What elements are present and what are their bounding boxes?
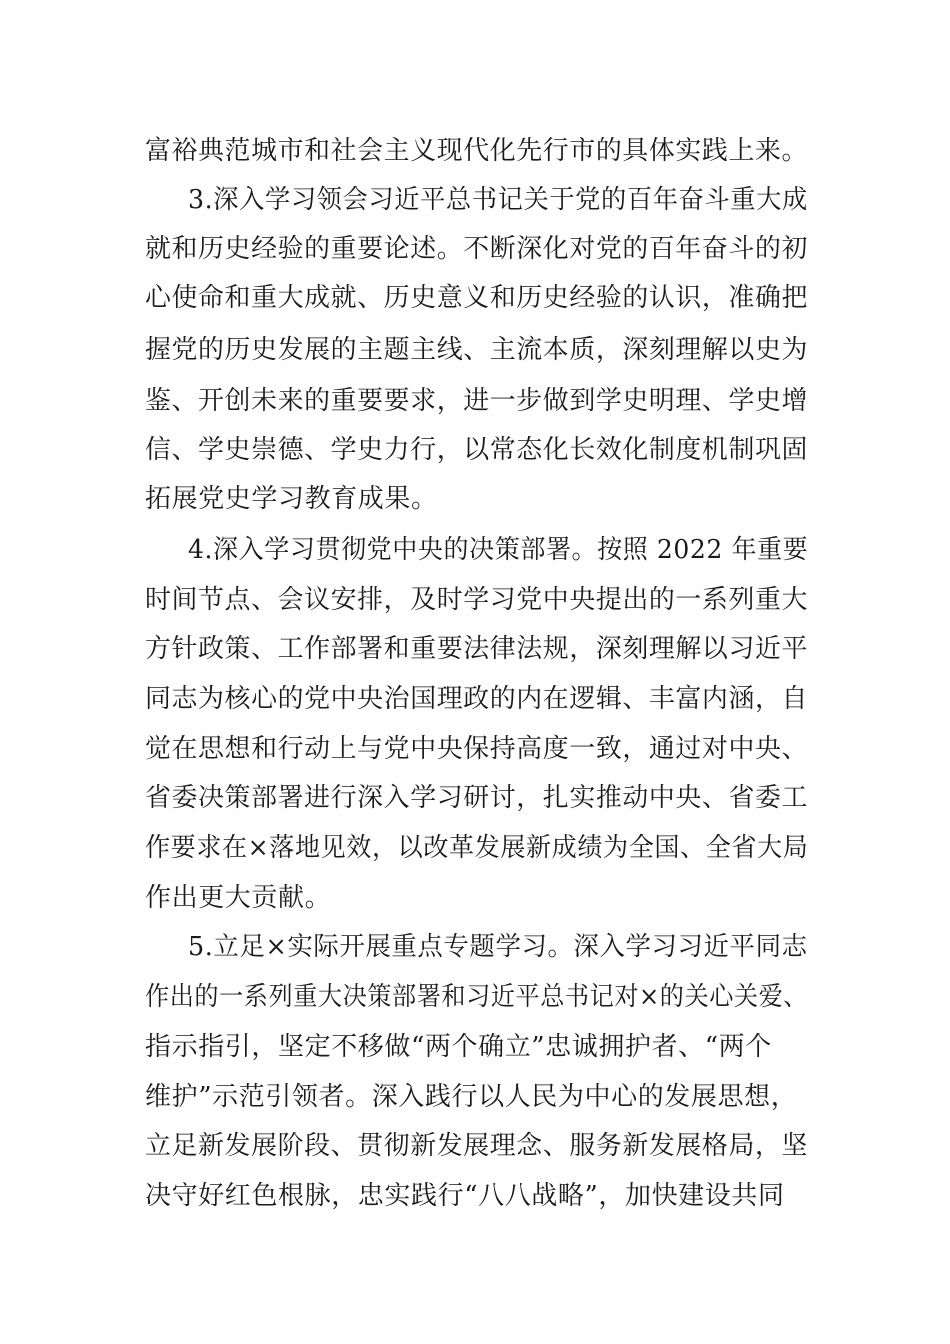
paragraph-line: 维护”示范引领者。深入践行以人民为中心的发展思想，	[145, 1082, 798, 1112]
paragraph-line: 立足新发展阶段、贯彻新发展理念、服务新发展格局，坚	[145, 1131, 809, 1161]
paragraph-line: 作要求在×落地见效，以改革发展新成绩为全国、全省大局	[145, 833, 809, 863]
paragraph-line: 5.立足×实际开展重点专题学习。深入学习习近平同志	[188, 932, 808, 962]
paragraph-line: 3.深入学习领会习近平总书记关于党的百年奋斗重大成	[188, 185, 808, 215]
paragraph-line: 就和历史经验的重要论述。不断深化对党的百年奋斗的初	[145, 234, 809, 264]
paragraph-line: 同志为核心的党中央治国理政的内在逻辑、丰富内涵，自	[145, 684, 809, 714]
paragraph-line: 觉在思想和行动上与党中央保持高度一致，通过对中央、	[145, 734, 809, 764]
paragraph-line: 握党的历史发展的主题主线、主流本质，深刻理解以史为	[145, 335, 809, 365]
paragraph-line: 富裕典范城市和社会主义现代化先行市的具体实践上来。	[145, 136, 809, 166]
paragraph-line: 信、学史崇德、学史力行，以常态化长效化制度机制巩固	[145, 435, 809, 465]
paragraph-line: 作出更大贡献。	[145, 883, 332, 913]
paragraph-line: 省委决策部署进行深入学习研讨，扎实推动中央、省委工	[145, 783, 809, 813]
paragraph-line: 指示指引，坚定不移做“两个确立”忠诚拥护者、“两个	[145, 1032, 772, 1062]
paragraph-line: 决守好红色根脉，忠实践行“八八战略”，加快建设共同	[145, 1181, 785, 1211]
paragraph-line: 心使命和重大成就、历史意义和历史经验的认识，准确把	[145, 283, 809, 313]
paragraph-line: 时间节点、会议安排，及时学习党中央提出的一系列重大	[145, 585, 809, 615]
paragraph-line: 方针政策、工作部署和重要法律法规，深刻理解以习近平	[145, 634, 809, 664]
paragraph-line: 4.深入学习贯彻党中央的决策部署。按照 2022 年重要	[188, 535, 809, 565]
paragraph-line: 鉴、开创未来的重要要求，进一步做到学史明理、学史增	[145, 386, 809, 416]
paragraph-line: 作出的一系列重大决策部署和习近平总书记对×的关心关爱、	[145, 982, 809, 1012]
paragraph-line: 拓展党史学习教育成果。	[145, 484, 438, 514]
